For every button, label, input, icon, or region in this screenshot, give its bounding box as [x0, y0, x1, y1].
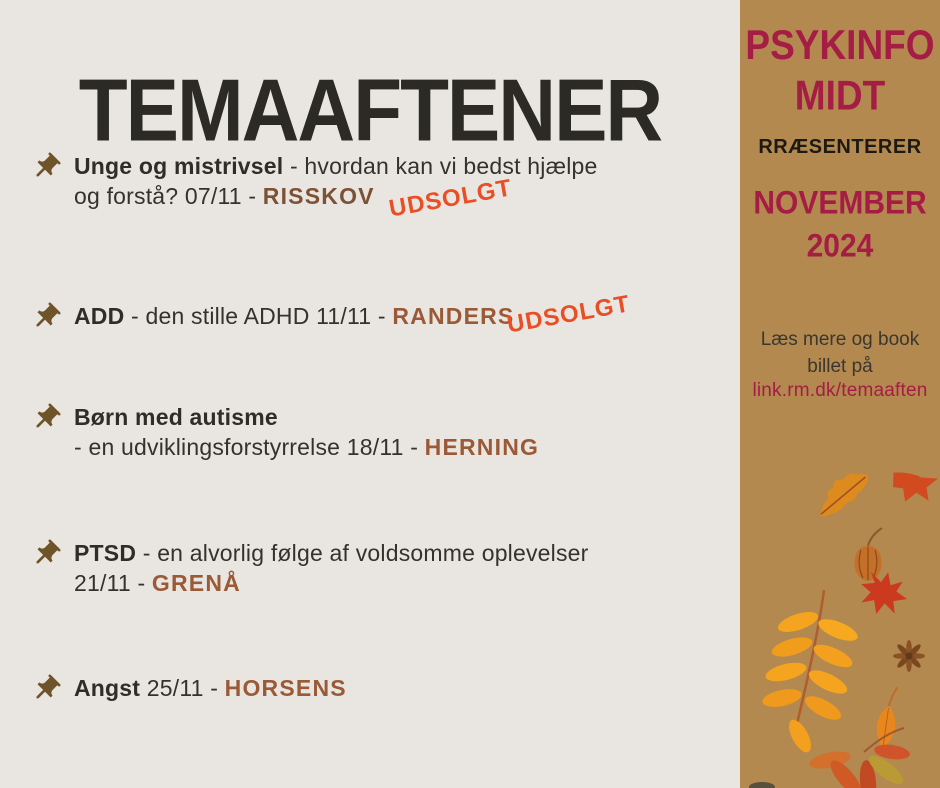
- leaf-fragment-icon: [749, 782, 775, 788]
- pushpin-icon: [23, 395, 68, 440]
- event-date: 21/11 -: [74, 570, 152, 596]
- small-leaf-icon: [874, 685, 901, 749]
- physalis-pod-icon: [855, 528, 882, 581]
- event-topic: Unge og mistrivsel: [74, 153, 284, 179]
- brand-line-2: MIDT: [794, 72, 886, 119]
- star-anise-icon: [893, 640, 925, 672]
- rowan-leaf-icon: [761, 590, 861, 756]
- oak-leaf-icon: [809, 463, 874, 522]
- event-item-angst: [30, 673, 720, 705]
- event-description: - den stille ADHD 11/11 -: [124, 303, 393, 329]
- red-leaf-icon: [886, 465, 938, 509]
- event-city: RANDERS: [392, 303, 515, 329]
- event-date: og forstå? 07/11 -: [74, 183, 263, 209]
- event-description: - en alvorlig følge af voldsomme oplevelser: [136, 540, 589, 566]
- event-topic: PTSD: [74, 540, 137, 566]
- brand-line-1: PSYKINFO: [745, 22, 935, 69]
- page-title: TEMAAFTENER: [78, 60, 662, 159]
- event-text: [74, 538, 589, 598]
- event-item-ptsd: [30, 538, 720, 598]
- month-label: NOVEMBER: [753, 185, 927, 221]
- event-topic: ADD: [74, 303, 125, 329]
- creeper-leaf-icon: [808, 728, 911, 788]
- event-date: 25/11 -: [140, 675, 225, 701]
- booking-link[interactable]: link.rm.dk/temaaften: [752, 380, 928, 401]
- event-text: [74, 151, 598, 211]
- booking-line-2: billet på: [807, 356, 873, 377]
- soldout-badge: UDSOLGT: [387, 174, 515, 223]
- event-city: HORSENS: [224, 675, 347, 701]
- sidebar: [740, 0, 940, 788]
- presents-label: RRÆSENTERER: [758, 136, 922, 158]
- event-text: [74, 673, 347, 703]
- event-item-boern-med-autisme: [30, 402, 720, 462]
- soldout-badge: UDSOLGT: [505, 290, 633, 339]
- event-text: [74, 301, 514, 331]
- booking-info: [740, 326, 940, 380]
- event-topic: Angst: [74, 675, 141, 701]
- event-city: RISSKOV: [262, 183, 375, 209]
- event-text: [74, 402, 539, 462]
- event-city: HERNING: [424, 434, 540, 460]
- pushpin-icon: [23, 531, 68, 576]
- month-title: [740, 182, 940, 268]
- event-description: - hvordan kan vi bedst hjælpe: [283, 153, 598, 179]
- event-description: - en udviklingsforstyrrelse 18/11 -: [74, 434, 425, 460]
- pushpin-icon: [23, 294, 68, 339]
- year-label: 2024: [806, 228, 874, 265]
- event-topic: Børn med autisme: [74, 404, 278, 430]
- pushpin-icon: [23, 144, 68, 189]
- event-city: GRENÅ: [151, 570, 241, 596]
- pushpin-icon: [23, 666, 68, 711]
- autumn-leaves-decoration: [740, 440, 940, 788]
- brand-title: [740, 20, 940, 121]
- booking-line-1: Læs mere og book: [760, 329, 920, 350]
- event-item-unge-og-mistrivsel: [30, 151, 720, 211]
